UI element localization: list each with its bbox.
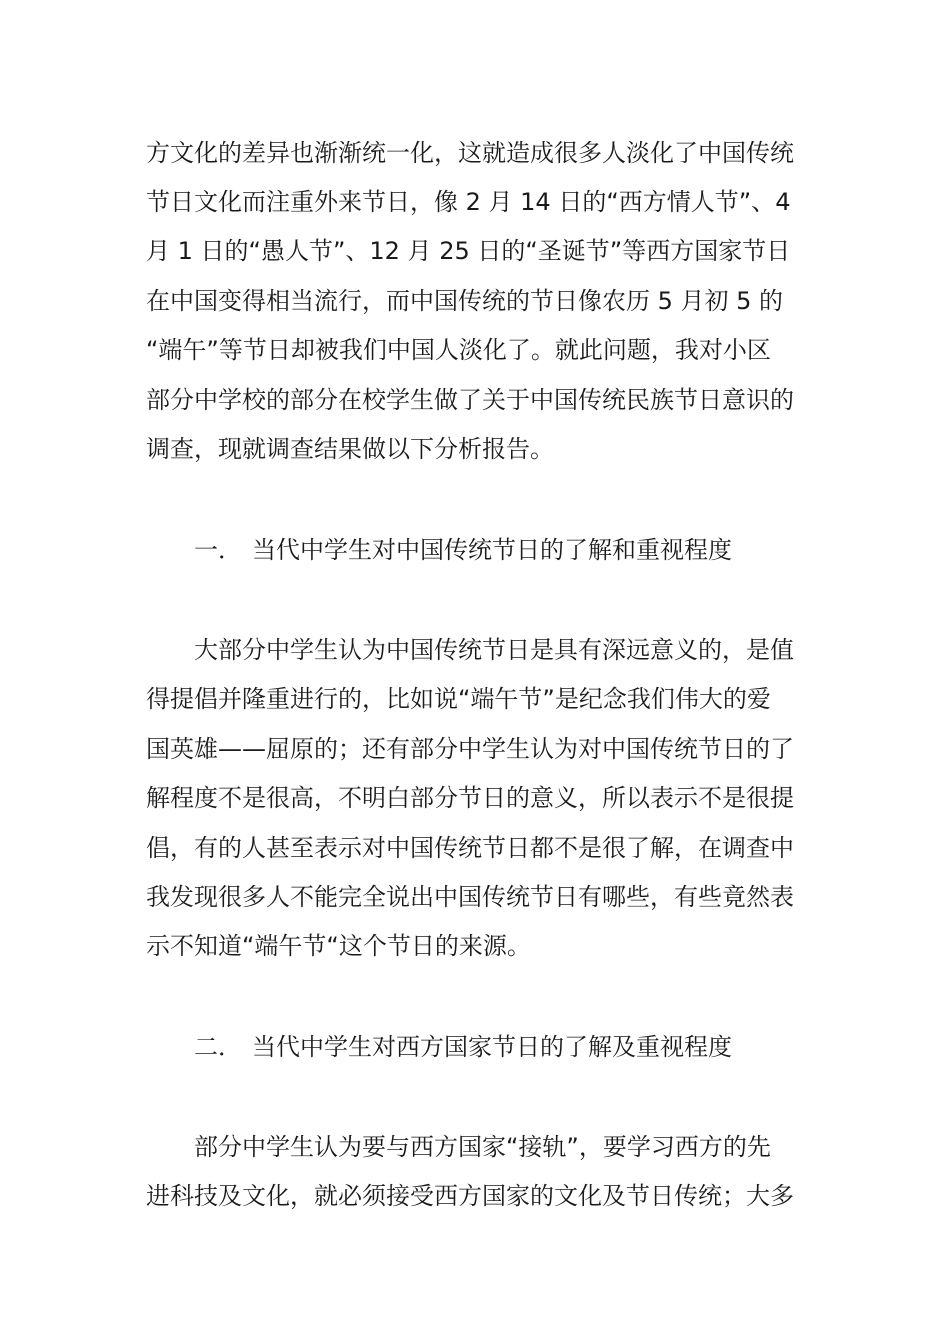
section-title: 当代中学生对中国传统节日的了解和重视程度 — [252, 536, 732, 564]
section-title: 当代中学生对西方国家节日的了解及重视程度 — [252, 1033, 732, 1061]
text-line: 示不知道“端午节“这个节日的来源。 — [146, 932, 531, 960]
text-line: 调查，现就调查结果做以下分析报告。 — [146, 435, 554, 463]
text-line: 得提倡并隆重进行的，比如说“端午节”是纪念我们伟大的爱 — [146, 685, 771, 713]
text-line: 国英雄——屈原的；还有部分中学生认为对中国传统节日的了 — [146, 735, 794, 763]
text-line: 解程度不是很高，不明白部分节日的意义，所以表示不是很提 — [146, 784, 794, 812]
text-line: 进科技及文化，就必须接受西方国家的文化及节日传统；大多 — [146, 1182, 794, 1210]
text-line: 倡，有的人甚至表示对中国传统节日都不是很了解，在调查中 — [146, 834, 794, 862]
text-line: 我发现很多人不能完全说出中国传统节日有哪些，有些竟然表 — [146, 883, 794, 911]
section-number: 一． — [194, 536, 242, 564]
text-line: “端午”等节日却被我们中国人淡化了。就此问题，我对小区 — [146, 336, 771, 364]
text-line: 部分中学生认为要与西方国家“接轨”，要学习西方的先 — [194, 1133, 771, 1161]
text-line: 月 1 日的“愚人节”、12 月 25 日的“圣诞节”等西方国家节日 — [146, 237, 791, 265]
text-line: 方文化的差异也渐渐统一化，这就造成很多人淡化了中国传统 — [146, 139, 794, 167]
text-line: 大部分中学生认为中国传统节日是具有深远意义的，是值 — [194, 636, 794, 664]
text-line: 在中国变得相当流行，而中国传统的节日像农历 5 月初 5 的 — [146, 287, 784, 315]
section-number: 二． — [194, 1033, 242, 1061]
text-line: 节日文化而注重外来节日，像 2 月 14 日的“西方情人节”、4 — [146, 188, 791, 216]
text-line: 部分中学校的部分在校学生做了关于中国传统民族节日意识的 — [146, 386, 794, 414]
